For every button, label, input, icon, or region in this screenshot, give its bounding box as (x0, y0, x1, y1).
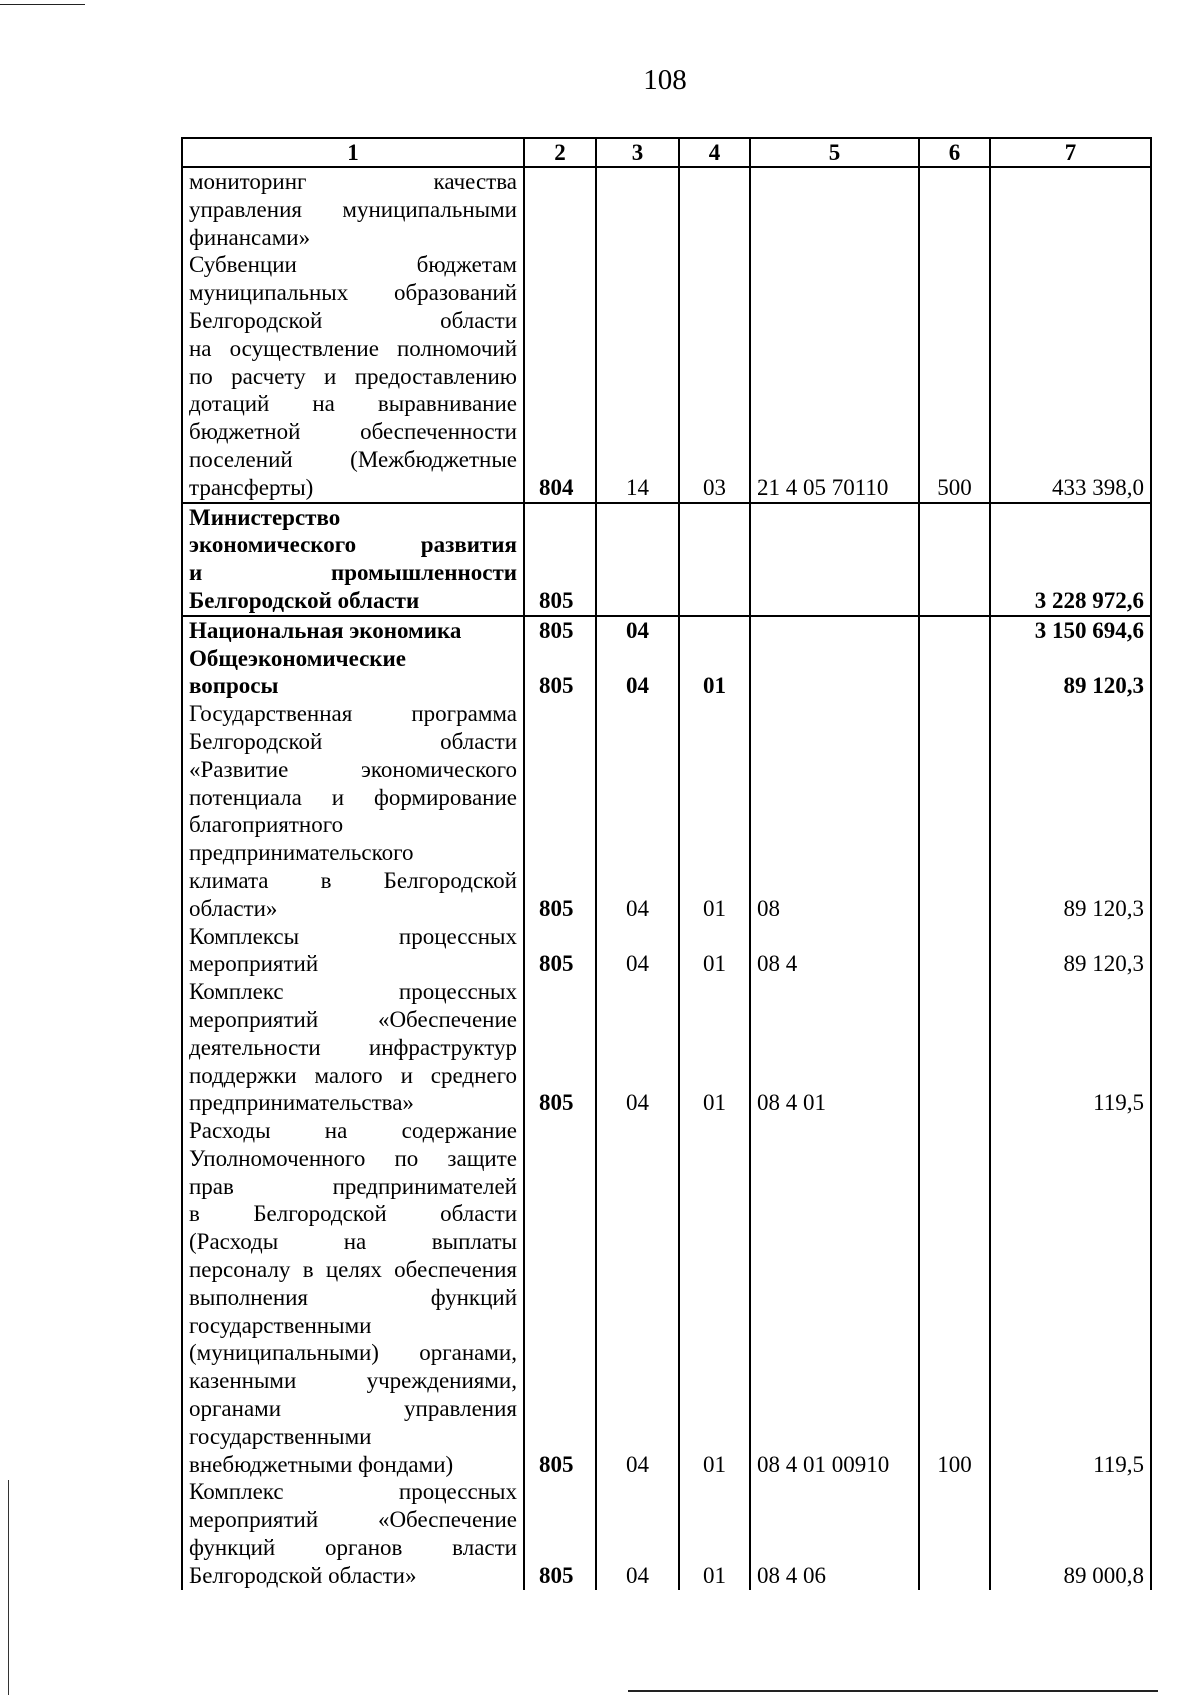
cell-target-article: 08 4 01 (750, 978, 919, 1117)
cell-subsection-code: 01 (679, 1117, 750, 1478)
cell-amount: 89 120,3 (990, 923, 1151, 979)
item-name-line: и промышленности (189, 560, 517, 586)
item-name-line: Государственная программа (189, 701, 517, 727)
table-row (182, 616, 1151, 645)
cell-subsection-code: 01 (679, 978, 750, 1117)
cell-item-name (182, 1117, 524, 1478)
item-name-line: управления муниципальными (189, 196, 517, 222)
cell-expense-type (919, 923, 990, 979)
cell-subsection-code (679, 503, 750, 616)
item-name-line: Национальная экономика (189, 617, 462, 643)
item-name-line: Субвенции бюджетам (189, 252, 517, 278)
cell-item-name (182, 503, 524, 616)
scan-edge-mark (628, 1690, 1158, 1692)
table-header-row (182, 138, 1151, 167)
item-name-line: (муниципальными) органами, (189, 1340, 517, 1366)
cell-expense-type: 500 (919, 167, 990, 503)
item-name-line: мониторинг качества (189, 169, 517, 194)
cell-amount: 119,5 (990, 1117, 1151, 1478)
item-name-line: мероприятий «Обеспечение (189, 1006, 517, 1032)
item-name-line: деятельности инфраструктур (189, 1034, 517, 1060)
item-name-line: Уполномоченного по защите (189, 1145, 517, 1171)
table-row (182, 923, 1151, 979)
item-name-line: на осуществление полномочий (189, 335, 517, 361)
cell-subsection-code: 01 (679, 923, 750, 979)
item-name-line: внебюджетными фондами) (189, 1451, 454, 1477)
cell-target-article: 08 (750, 700, 919, 922)
column-header: 4 (679, 138, 750, 167)
item-name-line: муниципальных образований (189, 280, 517, 306)
item-name-line: «Развитие экономического (189, 756, 517, 782)
table-row (182, 645, 1151, 701)
item-name-line: Расходы на содержание (189, 1118, 517, 1144)
cell-subsection-code: 03 (679, 167, 750, 503)
item-name-line: функций органов власти (189, 1535, 517, 1561)
item-name-line: в Белгородской области (189, 1201, 517, 1227)
cell-subsection-code (679, 616, 750, 645)
cell-subsection-code: 01 (679, 700, 750, 922)
cell-section-code: 04 (596, 923, 679, 979)
item-name-line: государственными (189, 1423, 372, 1449)
cell-target-article: 08 4 01 00910 (750, 1117, 919, 1478)
item-name-line: Общеэкономические (189, 645, 407, 671)
cell-expense-type (919, 503, 990, 616)
item-name-line: прав предпринимателей (189, 1173, 517, 1199)
table-body (182, 167, 1151, 1590)
cell-section-code (596, 503, 679, 616)
item-name-line: по расчету и предоставлению (189, 363, 517, 389)
column-header: 3 (596, 138, 679, 167)
cell-section-code: 04 (596, 700, 679, 922)
cell-expense-type (919, 645, 990, 701)
item-name-line: вопросы (189, 673, 279, 699)
item-name-line: предпринимательства» (189, 1090, 414, 1116)
item-name-line: климата в Белгородской (189, 867, 517, 893)
cell-ministry-code: 805 (524, 616, 596, 645)
table-row (182, 1117, 1151, 1478)
scan-edge-mark (8, 1480, 9, 1695)
cell-item-name (182, 700, 524, 922)
table-row (182, 167, 1151, 503)
column-header: 1 (182, 138, 524, 167)
item-name-line: Министерство (189, 504, 341, 530)
item-name-line: государственными (189, 1312, 372, 1338)
item-name-line: области» (189, 895, 278, 921)
table-row (182, 503, 1151, 616)
page-number: 108 (643, 64, 687, 96)
cell-section-code: 04 (596, 1478, 679, 1589)
item-name-line: органами управления (189, 1396, 517, 1422)
scan-edge-mark (0, 4, 85, 5)
cell-target-article: 08 4 (750, 923, 919, 979)
column-header: 2 (524, 138, 596, 167)
item-name-line: мероприятий «Обеспечение (189, 1507, 517, 1533)
cell-section-code: 14 (596, 167, 679, 503)
cell-ministry-code: 804 (524, 167, 596, 503)
item-name-line: Комплекс процессных (189, 1479, 517, 1505)
item-name-line: бюджетной обеспеченности (189, 419, 517, 445)
cell-item-name (182, 923, 524, 979)
cell-subsection-code: 01 (679, 645, 750, 701)
cell-expense-type: 100 (919, 1117, 990, 1478)
cell-item-name (182, 167, 524, 503)
cell-target-article: 21 4 05 70110 (750, 167, 919, 503)
cell-expense-type (919, 1478, 990, 1589)
item-name-line: Комплекс процессных (189, 979, 517, 1005)
cell-ministry-code: 805 (524, 645, 596, 701)
cell-ministry-code: 805 (524, 1478, 596, 1589)
cell-target-article (750, 503, 919, 616)
item-name-line: благоприятного (189, 812, 344, 838)
item-name-line: поддержки малого и среднего (189, 1062, 517, 1088)
cell-target-article: 08 4 06 (750, 1478, 919, 1589)
cell-ministry-code: 805 (524, 978, 596, 1117)
cell-ministry-code: 805 (524, 923, 596, 979)
table-row (182, 978, 1151, 1117)
item-name-line: мероприятий (189, 951, 319, 977)
cell-ministry-code: 805 (524, 1117, 596, 1478)
cell-item-name (182, 616, 524, 645)
item-name-line: казенными учреждениями, (189, 1368, 517, 1394)
cell-amount: 89 120,3 (990, 700, 1151, 922)
item-name-line: Комплексы процессных (189, 923, 517, 949)
item-name-line: экономического развития (189, 532, 517, 558)
item-name-line: (Расходы на выплаты (189, 1229, 517, 1255)
cell-section-code: 04 (596, 978, 679, 1117)
cell-expense-type (919, 700, 990, 922)
budget-table (181, 137, 1152, 1590)
cell-expense-type (919, 978, 990, 1117)
cell-section-code: 04 (596, 616, 679, 645)
cell-item-name (182, 978, 524, 1117)
item-name-line: дотаций на выравнивание (189, 391, 517, 417)
cell-amount: 433 398,0 (990, 167, 1151, 503)
cell-target-article (750, 645, 919, 701)
item-name-line: Белгородской области (189, 587, 420, 613)
cell-section-code: 04 (596, 1117, 679, 1478)
item-name-line: выполнения функций (189, 1284, 517, 1310)
cell-subsection-code: 01 (679, 1478, 750, 1589)
cell-amount: 3 150 694,6 (990, 616, 1151, 645)
item-name-line: Белгородской области (189, 307, 517, 333)
item-name-line: трансферты) (189, 474, 314, 500)
cell-expense-type (919, 616, 990, 645)
table-row (182, 1478, 1151, 1589)
cell-amount: 3 228 972,6 (990, 503, 1151, 616)
table-row (182, 700, 1151, 922)
item-name-line: персоналу в целях обеспечения (189, 1257, 517, 1283)
item-name-line: Белгородской области» (189, 1562, 417, 1588)
cell-section-code: 04 (596, 645, 679, 701)
item-name-line: финансами» (189, 224, 311, 250)
item-name-line: поселений (Межбюджетные (189, 446, 517, 472)
column-header: 6 (919, 138, 990, 167)
cell-target-article (750, 616, 919, 645)
item-name-line: Белгородской области (189, 728, 517, 754)
column-header: 5 (750, 138, 919, 167)
cell-ministry-code: 805 (524, 503, 596, 616)
cell-item-name (182, 645, 524, 701)
cell-item-name (182, 1478, 524, 1589)
item-name-line: потенциала и формирование (189, 784, 517, 810)
cell-ministry-code: 805 (524, 700, 596, 922)
item-name-line: предпринимательского (189, 840, 414, 866)
column-header: 7 (990, 138, 1151, 167)
cell-amount: 89 120,3 (990, 645, 1151, 701)
cell-amount: 89 000,8 (990, 1478, 1151, 1589)
cell-amount: 119,5 (990, 978, 1151, 1117)
